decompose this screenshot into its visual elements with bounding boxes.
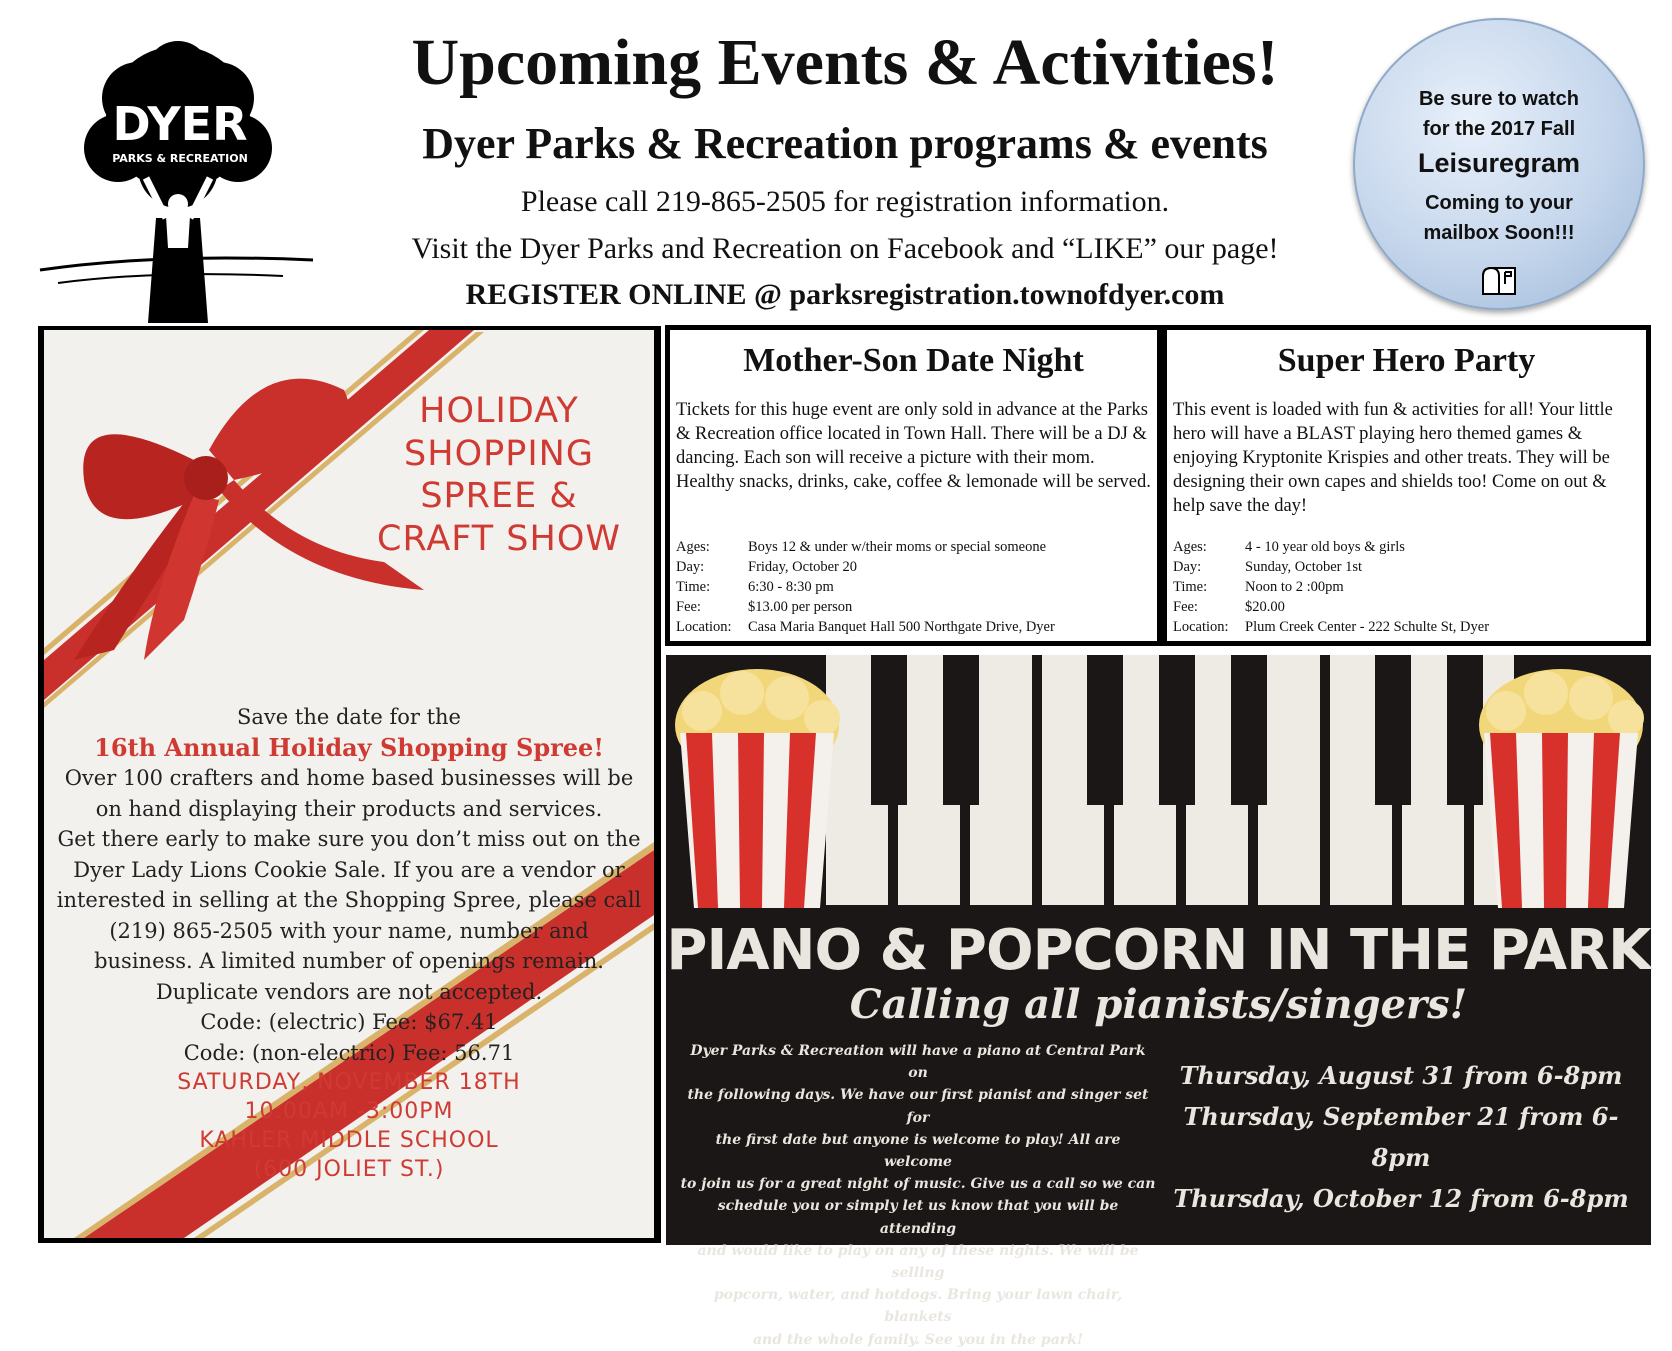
detail-row xyxy=(1173,537,1489,557)
detail-label: Time: xyxy=(1173,579,1208,595)
notice-line: for the 2017 Fall xyxy=(1422,118,1576,140)
phone-info: Please call 219-865-2505 for registration information. xyxy=(520,185,1170,218)
page-title: Upcoming Events & Activities! xyxy=(411,26,1279,99)
event-address: (600 JOLIET ST.) xyxy=(253,1157,445,1182)
detail-row xyxy=(1173,597,1489,617)
event-time: 10:00AM -3:00PM xyxy=(244,1099,454,1124)
detail-value: Casa Maria Banquet Hall 500 Northgate Drive, Dyer xyxy=(748,619,1055,635)
mother-son-event-box xyxy=(665,325,1162,646)
detail-value: Noon to 2 :00pm xyxy=(1245,579,1344,595)
piano-flyer-title: PIANO & POPCORN IN THE PARK xyxy=(666,918,1651,983)
piano-event-dates xyxy=(1166,1055,1636,1219)
body-line: Get there early to make sure you don’t miss out on the xyxy=(57,827,641,851)
tree-icon xyxy=(84,41,272,323)
event-date: Thursday, September 21 from 6-8pm xyxy=(1183,1102,1619,1172)
event-date: Thursday, August 31 from 6-8pm xyxy=(1179,1061,1623,1090)
detail-row xyxy=(676,617,1055,637)
detail-value: Sunday, October 1st xyxy=(1245,559,1363,575)
detail-value: Plum Creek Center - 222 Schulte St, Dyer xyxy=(1245,619,1490,635)
detail-label: Location: xyxy=(1173,619,1229,635)
popcorn-box-icon xyxy=(1476,663,1646,908)
fee-electric: Code: (electric) Fee: $67.41 xyxy=(200,1010,498,1034)
detail-value: 4 - 10 year old boys & girls xyxy=(1245,539,1405,555)
detail-value: Friday, October 20 xyxy=(748,559,857,575)
detail-row xyxy=(1173,557,1489,577)
detail-row xyxy=(1173,617,1489,637)
body-line: business. A limited number of openings remain. xyxy=(94,949,604,973)
fee-nonelectric: Code: (non-electric) Fee: 56.71 xyxy=(183,1040,515,1065)
title-line: SPREE & xyxy=(420,476,578,517)
detail-row xyxy=(676,537,1055,557)
detail-label: Location: xyxy=(676,619,732,635)
detail-row xyxy=(676,577,1055,597)
page-subtitle: Dyer Parks & Recreation programs & events xyxy=(422,119,1268,168)
detail-row xyxy=(1173,577,1489,597)
holiday-shopping-flyer xyxy=(38,326,661,1243)
notice-line: Be sure to watch xyxy=(1418,88,1580,110)
event-description: Tickets for this huge event are only sold in advance at the Parks & Recreation office located in Town Hall. There will be a DJ & dancing. Each son will receive a picture with their mom. Healthy snacks, drinks, cake, coffee & lemonade will be served. xyxy=(676,400,1151,492)
event-description: This event is loaded with fun & activities for all! Your little hero will have a BLAST playing hero themed games & enjoying Kryptonite Krispies and other treats. They will be designing their own capes and shields too! Come on out & help save the day! xyxy=(1173,400,1613,516)
detail-row xyxy=(676,557,1055,577)
body-line: popcorn, water, and hotdogs. Bring your lawn chair, blankets xyxy=(713,1287,1123,1326)
detail-label: Time: xyxy=(676,579,711,595)
event-date: SATURDAY, NOVEMBER 18TH xyxy=(177,1070,521,1095)
detail-label: Ages: xyxy=(1173,539,1207,555)
logo-text: DYER xyxy=(112,97,248,151)
register-online-link[interactable]: REGISTER ONLINE @ parksregistration.townofdyer.com xyxy=(465,278,1225,311)
piano-flyer-subtitle: Calling all pianists/singers! xyxy=(849,981,1468,1028)
body-line: Dyer Parks & Recreation will have a piano at Central Park on xyxy=(690,1043,1146,1082)
holiday-flyer-content xyxy=(44,330,654,1238)
event-title: Mother-Son Date Night xyxy=(743,342,1084,379)
body-line: the first date but anyone is welcome to play! All are welcome xyxy=(715,1131,1121,1171)
body-line: (219) 865-2505 with your name, number and xyxy=(109,918,589,943)
body-line: interested in selling at the Shopping Spree, please call xyxy=(56,888,642,912)
logo-subtext: PARKS & RECREATION xyxy=(112,152,248,165)
body-line: schedule you or simply let us know that you will be attending xyxy=(717,1198,1119,1237)
event-details-table xyxy=(676,537,1055,637)
detail-label: Fee: xyxy=(1173,599,1198,615)
detail-value: $20.00 xyxy=(1245,599,1285,615)
detail-label: Ages: xyxy=(676,539,710,555)
event-details-table xyxy=(1173,537,1489,637)
dyer-parks-logo xyxy=(38,38,318,323)
notice-highlight: Leisuregram xyxy=(1417,148,1581,178)
detail-label: Day: xyxy=(676,559,705,575)
event-title: Super Hero Party xyxy=(1277,342,1536,379)
notice-line: Coming to your xyxy=(1425,192,1573,214)
body-line: Dyer Lady Lions Cookie Sale. If you are a vendor or xyxy=(73,857,625,882)
detail-value: 6:30 - 8:30 pm xyxy=(748,579,834,595)
event-name: 16th Annual Holiday Shopping Spree! xyxy=(94,732,604,762)
save-date-text: Save the date for the xyxy=(237,705,461,729)
mailbox-icon xyxy=(1477,264,1521,300)
event-date: Thursday, October 12 from 6-8pm xyxy=(1173,1184,1629,1213)
body-line: and would like to play on any of these nights. We will be selling xyxy=(697,1242,1139,1282)
body-line: on hand displaying their products and services. xyxy=(95,796,603,821)
event-location: KAHLER MIDDLE SCHOOL xyxy=(199,1128,499,1153)
leisuregram-notice-badge xyxy=(1353,18,1645,310)
facebook-info: Visit the Dyer Parks and Recreation on Facebook and “LIKE” our page! xyxy=(411,232,1279,265)
piano-popcorn-flyer xyxy=(666,655,1651,1348)
body-line: and the whole family. See you in the park! xyxy=(752,1331,1084,1348)
body-line: the following days. We have our first pianist and singer set for xyxy=(687,1087,1149,1126)
body-line: Over 100 crafters and home based businesses will be xyxy=(64,766,634,790)
detail-value: Boys 12 & under w/their moms or special someone xyxy=(748,539,1047,555)
title-line: SHOPPING xyxy=(404,433,594,474)
body-line: to join us for a great night of music. Give us a call so we can xyxy=(680,1176,1156,1193)
title-line: HOLIDAY xyxy=(419,391,579,431)
detail-value: $13.00 per person xyxy=(748,599,853,615)
holiday-flyer-body xyxy=(54,702,644,1184)
detail-row xyxy=(676,597,1055,617)
holiday-flyer-title xyxy=(364,390,634,561)
detail-label: Day: xyxy=(1173,559,1202,575)
super-hero-event-box xyxy=(1162,325,1651,646)
notice-line: mailbox Soon!!! xyxy=(1423,222,1575,244)
title-line: CRAFT SHOW xyxy=(377,519,621,560)
piano-flyer-body xyxy=(680,1040,1156,1351)
popcorn-box-icon xyxy=(672,663,842,908)
body-line: Duplicate vendors are not accepted. xyxy=(155,979,543,1004)
detail-label: Fee: xyxy=(676,599,701,615)
